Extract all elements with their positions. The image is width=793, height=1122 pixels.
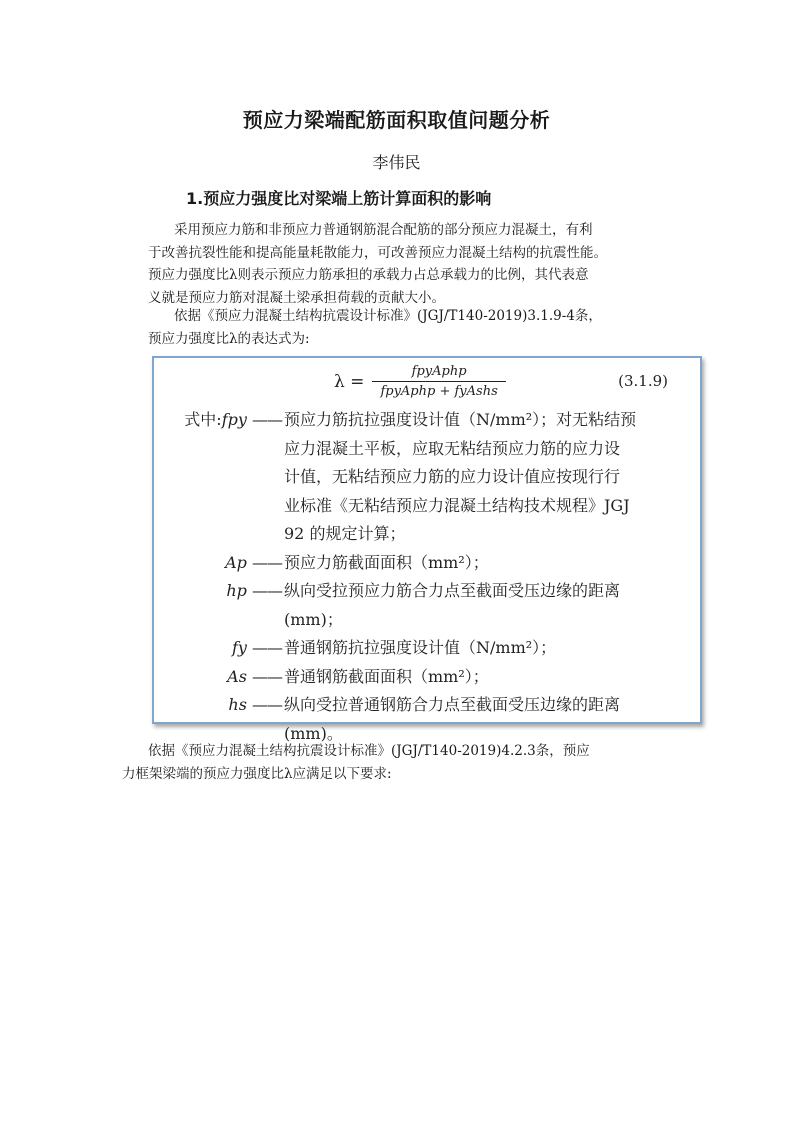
text-line: 采用预应力筋和非预应力普通钢筋混合配筋的部分预应力混凝土，有利 bbox=[174, 222, 593, 238]
paragraph-reference bbox=[148, 305, 688, 350]
definition-dash: —— bbox=[252, 638, 282, 657]
definition-text: 计值，无粘结预应力筋的应力设计值应按现行行 bbox=[284, 467, 621, 486]
definition-dash: —— bbox=[252, 581, 282, 600]
formula bbox=[334, 364, 506, 399]
definition-row bbox=[166, 406, 678, 549]
symbol-definitions bbox=[166, 406, 678, 748]
author-name: 李伟民 bbox=[372, 153, 421, 172]
definition-text: 纵向受拉普通钢筋合力点至截面受压边缘的距离 bbox=[284, 695, 621, 714]
definition-text: 预应力筋截面面积（mm²）； bbox=[284, 552, 489, 572]
definition-text: 普通钢筋截面面积（mm²）； bbox=[284, 666, 489, 686]
definition-symbol: As bbox=[227, 666, 247, 686]
definition-dash: —— bbox=[252, 695, 282, 714]
definition-row bbox=[166, 577, 678, 634]
definition-text: (mm)。 bbox=[284, 723, 343, 743]
text-line: 力框架梁端的预应力强度比λ应满足以下要求: bbox=[122, 765, 392, 782]
text-line: 依据《预应力混凝土结构抗震设计标准》(JGJ/T140-2019)4.2.3条，预应 bbox=[148, 743, 590, 759]
section-heading: 1.预应力强度比对梁端上筋计算面积的影响 bbox=[186, 189, 492, 208]
definition-text: 92 的规定计算； bbox=[284, 524, 406, 543]
paragraph-requirement bbox=[122, 740, 662, 785]
definition-text: 纵向受拉预应力筋合力点至截面受压边缘的距离 bbox=[284, 581, 621, 600]
formula-fraction bbox=[372, 364, 505, 399]
definition-text: 预应力筋抗拉强度设计值（N/mm²）；对无粘结预 bbox=[284, 410, 637, 429]
definition-row bbox=[166, 634, 678, 663]
formula-lhs: λ = bbox=[334, 371, 365, 392]
definition-dash: —— bbox=[252, 410, 282, 429]
definition-dash: —— bbox=[252, 552, 282, 572]
equation-number: (3.1.9) bbox=[618, 372, 668, 390]
text-line: 预应力强度比λ的表达式为: bbox=[148, 330, 310, 347]
text-line: 于改善抗裂性能和提高能量耗散能力，可改善预应力混凝土结构的抗震性能。 bbox=[148, 244, 607, 261]
definition-text: 业标准《无粘结预应力混凝土结构技术规程》JGJ bbox=[284, 495, 630, 515]
formula-figure-box bbox=[152, 356, 702, 743]
formula-denominator: fpyAphp + fyAshs bbox=[372, 381, 505, 399]
definition-dash: —— bbox=[252, 666, 282, 686]
definition-text: (mm)； bbox=[284, 609, 343, 629]
definition-symbol: fpy bbox=[221, 410, 247, 429]
paragraph-intro bbox=[148, 219, 688, 309]
text-line: 预应力强度比λ则表示预应力筋承担的承载力占总承载力的比例，其代表意 bbox=[148, 267, 589, 283]
definition-text: 普通钢筋抗拉强度设计值（N/mm²）； bbox=[284, 638, 557, 657]
definition-symbol: hs bbox=[228, 695, 247, 714]
definition-symbol: hp bbox=[226, 581, 247, 600]
definition-row bbox=[166, 663, 678, 692]
formula-numerator: fpyAphp bbox=[411, 364, 467, 379]
definition-text: 应力混凝土平板，应取无粘结预应力筋的应力设 bbox=[284, 438, 621, 458]
definitions-prefix: 式中: bbox=[184, 410, 222, 429]
text-line: 义就是预应力筋对混凝土梁承担荷载的贡献大小。 bbox=[148, 289, 445, 306]
definition-symbol: Ap bbox=[225, 552, 247, 572]
document-title: 预应力梁端配筋面积取值问题分析 bbox=[242, 108, 551, 132]
definition-symbol: fy bbox=[231, 638, 247, 657]
text-line: 依据《预应力混凝土结构抗震设计标准》(JGJ/T140-2019)3.1.9-4条， bbox=[174, 308, 602, 324]
definition-row bbox=[166, 549, 678, 578]
